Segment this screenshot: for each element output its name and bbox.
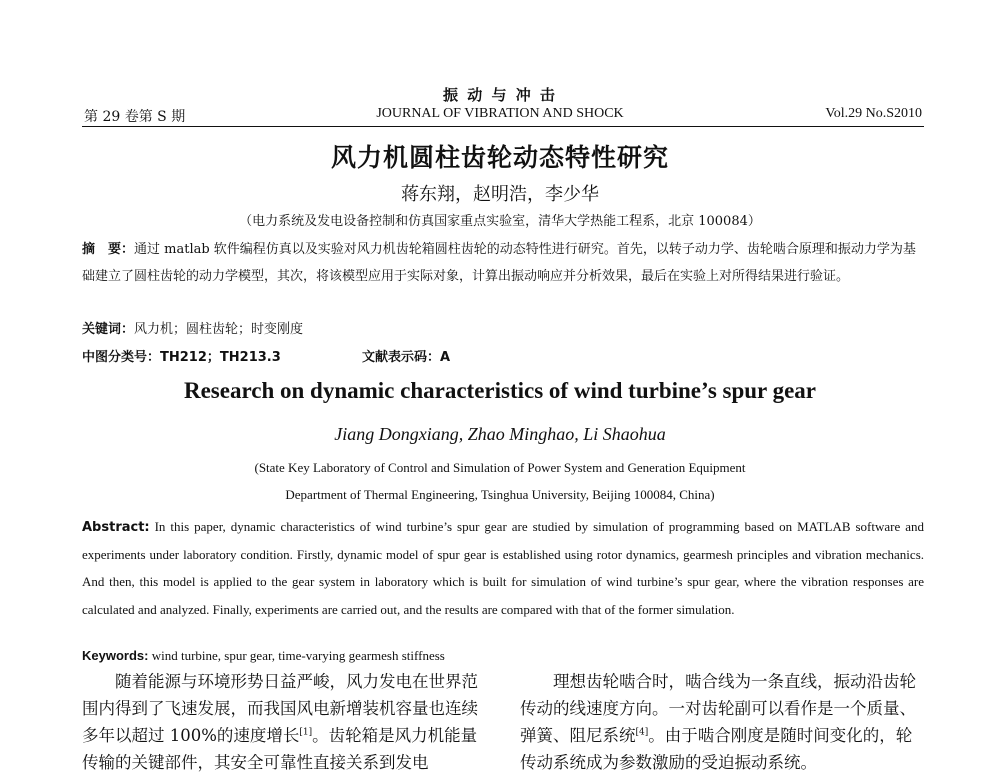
- keywords-en-label: Keywords:: [82, 648, 149, 663]
- abstract-cn-label: 摘 要：: [82, 242, 135, 257]
- keywords-cn: [82, 318, 303, 337]
- classification-number: [82, 346, 281, 365]
- body-text: 理想齿轮啮合时，啮合线为一条直线，振动沿齿轮传动的线速度方向。一对齿轮副可以看作是一个质量、弹簧、阻尼系统: [520, 672, 916, 745]
- abstract-en-text: In this paper, dynamic characteristics of wind turbine’s spur gear are studied by simulation of programming based on MATLAB software and experiments under laboratory condition. Firstly, dynamic model of spur gear is established using rotor dynamics, gearmesh principles and vibration mechanics. And then, this model is applied to the gear system in laboratory which is built for simulation of wind turbine’s spur gear, where the vibration responses are calculated and analyzed. Finally, experiments are carried out, and the results are compared with that of the former simulation.: [82, 519, 924, 617]
- abstract-en-label: Abstract:: [82, 520, 150, 535]
- abstract-cn-text: 通过 matlab 软件编程仿真以及实验对风力机齿轮箱圆柱齿轮的动态特性进行研究。首先，以转子动力学、齿轮啮合原理和振动力学为基础建立了圆柱齿轮的动力学模型，其次，将该模型应用于实际对象，计算出振动响应并分析效果，最后在实验上对所得结果进行验证。: [82, 242, 916, 284]
- document-code: [362, 346, 450, 365]
- journal-name-cn: 振 动 与 冲 击: [443, 86, 557, 104]
- classification-text: TH212；TH213.3: [160, 350, 281, 365]
- authors-cn: 蒋东翔，赵明浩，李少华: [401, 184, 599, 205]
- keywords-en-text: wind turbine, spur gear, time-varying gearmesh stiffness: [148, 648, 445, 663]
- keywords-en: [82, 648, 445, 664]
- body-text: 随着能源与环境形势日益严峻，风力发电在世界范围内得到了飞速发展，而我国风电新增装机容量也连续多年以超过 100%的速度增长: [82, 672, 478, 745]
- authors-en: Jiang Dongxiang, Zhao Minghao, Li Shaohua: [334, 424, 666, 444]
- affiliation-cn: （电力系统及发电设备控制和仿真国家重点实验室，清华大学热能工程系，北京 100084）: [239, 214, 761, 229]
- affiliation-en-line-2: Department of Thermal Engineering, Tsinghua University, Beijing 100084, China): [285, 487, 715, 502]
- document-code-label: 文献表示码：: [362, 350, 441, 365]
- affiliation-en-line-1: (State Key Laboratory of Control and Simulation of Power System and Generation Equipment: [254, 460, 746, 475]
- body-text: 。齿轮箱是风力机能量传输的关键部件，其安全可靠性直接关系到发电: [82, 726, 478, 772]
- body-text: 。由于啮合刚度是随时间变化的，轮传动系统成为参数激励的受迫振动系统。: [520, 726, 913, 772]
- classification-label: 中图分类号：: [82, 350, 161, 365]
- abstract-cn: [82, 236, 924, 290]
- document-code-text: A: [440, 350, 451, 365]
- journal-name-en: JOURNAL OF VIBRATION AND SHOCK: [376, 106, 624, 121]
- issue-number: 第 29 卷第 S 期: [84, 109, 186, 125]
- reference-marker[interactable]: [1]: [299, 727, 313, 738]
- reference-marker[interactable]: [4]: [635, 727, 649, 738]
- abstract-en: [82, 513, 924, 623]
- keywords-cn-text: 风力机；圆柱齿轮；时变刚度: [134, 322, 304, 337]
- volume-number: Vol.29 No.S2010: [825, 106, 922, 121]
- keywords-cn-label: 关键词：: [82, 322, 135, 337]
- paper-title-en: Research on dynamic characteristics of wind turbine’s spur gear: [183, 378, 817, 403]
- header-rule: [82, 126, 924, 127]
- paper-title-cn: 风力机圆柱齿轮动态特性研究: [330, 143, 669, 172]
